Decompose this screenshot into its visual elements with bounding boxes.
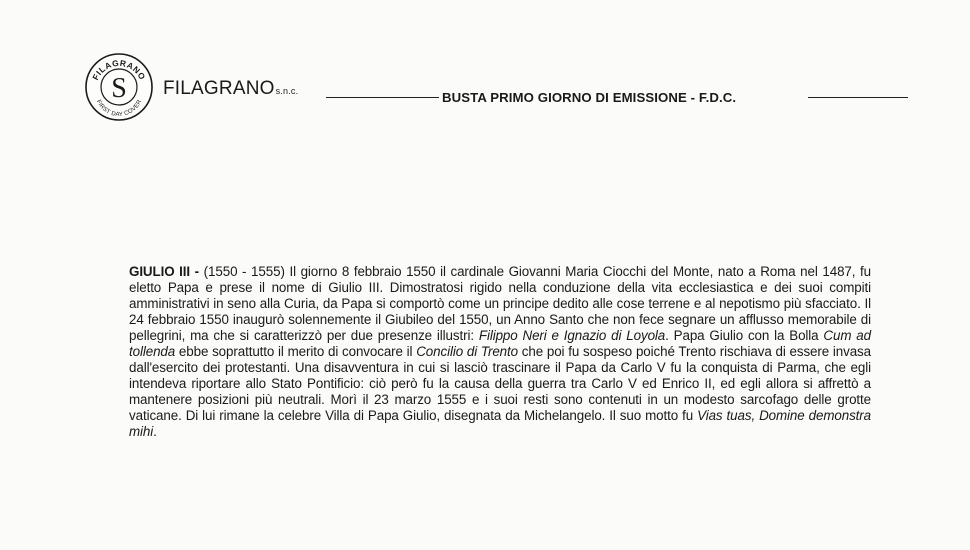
biography-text-5: . <box>153 423 157 439</box>
biography-heading: GIULIO III - <box>129 264 200 279</box>
fdc-subtitle: BUSTA PRIMO GIORNO DI EMISSIONE - F.D.C. <box>442 90 737 105</box>
filagrano-seal-logo <box>84 52 154 122</box>
pope-biography <box>129 264 871 439</box>
biography-text-2: . Papa Giulio con la Bolla <box>665 327 824 343</box>
header-rule-left <box>326 97 439 98</box>
biography-text-4: che poi fu sospeso poiché Trento rischiava di essere invasa dall'esercito dei protestanti. Una disavventura in cui si lasciò trascinare il Papa da Carlo V fu la conquista di Parma, che egli intendeva riportare allo Stato Pontificio: ciò però fu la causa della guerra tra Carlo V ed Enrico II, ed egli allora si affrettò a mantenere posizioni più neutrali. Morì il 23 marzo 1555 e i suoi resti sono contenuti in un modesto sarcofago delle grotte vaticane. Di lui rimane la celebre Villa di Papa Giulio, disegnata da Michelangelo. Il suo motto fu <box>129 343 871 423</box>
brand-suffix: s.n.c. <box>275 86 299 96</box>
biography-council: Concilio di Trento <box>416 343 518 359</box>
seal-letter: S <box>111 73 127 104</box>
biography-text-3: ebbe soprattutto il merito di convocare il <box>175 343 417 359</box>
seal-bottom-text: FIRST DAY COVER <box>94 99 144 119</box>
header-rule-right <box>808 97 908 98</box>
biography-text-1: (1550 - 1555) Il giorno 8 febbraio 1550 il cardinale Giovanni Maria Ciocchi del Monte, nato a Roma nel 1487, fu eletto Papa e prese il nome di Giulio III. Dimostratosi rigido nella conduzione della vita ecclesiastica e dei suoi compiti amministrativi in seno alla Curia, da Papa si comportò come un principe dedito alle cose terrene e al nepotismo più sfacciato. Il 24 febbraio 1550 inaugurò solennemente il Giubileo del 1550, un Anno Santo che non fece segnare un afflusso memorabile di pellegrini, ma che si caratterizzò per due presenze illustri: <box>129 264 871 343</box>
biography-motto: Vias tuas, Domine demonstra mihi <box>129 407 871 439</box>
card-header <box>84 52 924 122</box>
brand-title: FILAGRANO <box>163 78 275 99</box>
brand-name <box>163 78 298 100</box>
seal-emblem <box>84 52 154 122</box>
biography-bull-title: Cum ad tollenda <box>129 327 871 359</box>
seal-top-text: FILAGRANO <box>90 57 148 82</box>
biography-saints: Filippo Neri e Ignazio di Loyola <box>478 327 666 343</box>
